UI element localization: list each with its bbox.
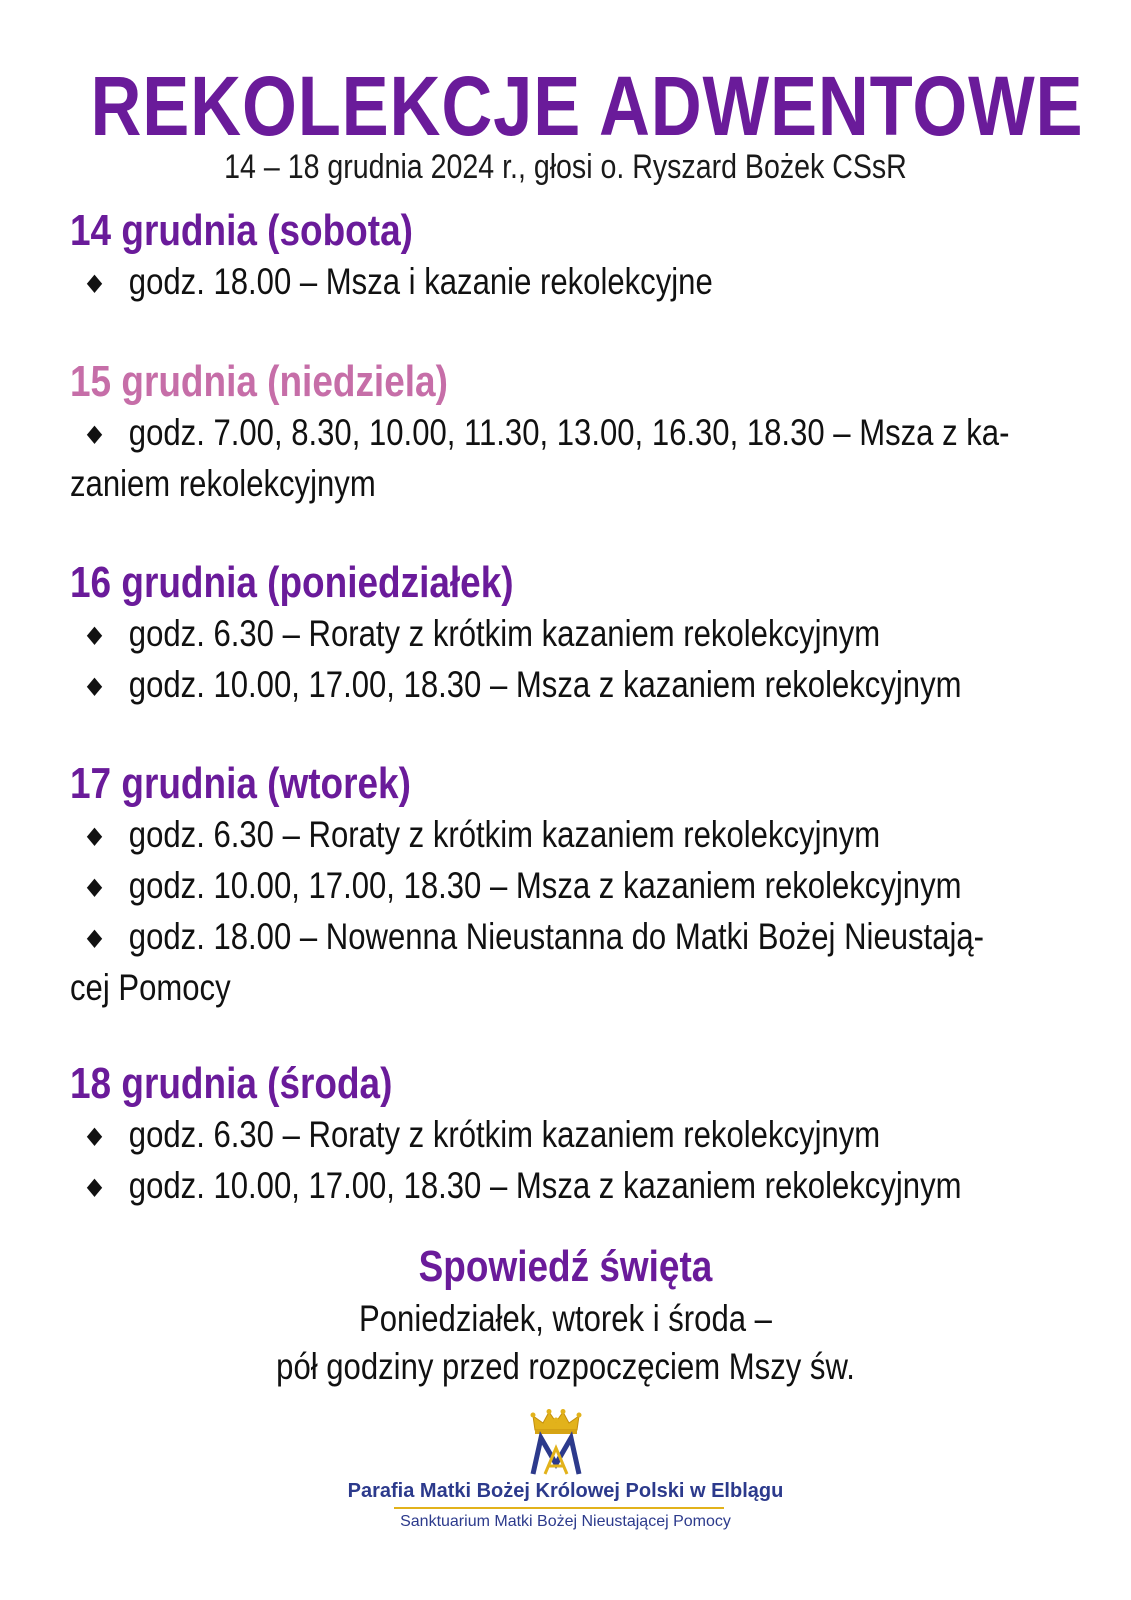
schedule-item: ◆ godz. 6.30 – Roraty z krótkim kazaniem rekolekcyjnym xyxy=(70,810,1056,861)
confession-days: Poniedziałek, wtorek i środa – xyxy=(359,1298,772,1339)
parish-name: Parafia Matki Bożej Królowej Polski w Elblągu xyxy=(347,1480,784,1502)
sanctuary-name: Sanktuarium Matki Bożej Nieustającej Pomocy xyxy=(400,1513,731,1530)
diamond-bullet-icon: ◆ xyxy=(86,621,103,648)
schedule-item: ◆ godz. 18.00 – Nowenna Nieustanna do Matki Bożej Nieustają- xyxy=(70,912,1056,963)
diamond-bullet-icon: ◆ xyxy=(86,269,103,296)
day-section-17 xyxy=(70,758,1060,1013)
day-heading: 17 grudnia (wtorek) xyxy=(70,759,411,808)
schedule-item: ◆ godz. 10.00, 17.00, 18.30 – Msza z kazaniem rekolekcyjnym xyxy=(70,1161,1056,1212)
schedule-item: ◆ godz. 18.00 – Msza i kazanie rekolekcyjne xyxy=(70,257,1056,308)
day-heading: 14 grudnia (sobota) xyxy=(70,206,413,255)
diamond-bullet-icon: ◆ xyxy=(86,924,103,951)
diamond-bullet-icon: ◆ xyxy=(86,1122,103,1149)
schedule-item: ◆ godz. 7.00, 8.30, 10.00, 11.30, 13.00, 16.30, 18.30 – Msza z ka- xyxy=(70,408,1056,459)
crowned-marian-monogram-icon xyxy=(525,1408,587,1478)
day-heading: 16 grudnia (poniedziałek) xyxy=(70,558,514,607)
parish-divider xyxy=(394,1507,724,1509)
day-section-16 xyxy=(70,557,1060,711)
schedule-item-continuation: zaniem rekolekcyjnym xyxy=(70,463,376,504)
diamond-bullet-icon: ◆ xyxy=(86,420,103,447)
diamond-bullet-icon: ◆ xyxy=(86,822,103,849)
day-section-14 xyxy=(70,205,1060,308)
day-heading: 15 grudnia (niedziela) xyxy=(70,357,448,406)
day-section-18 xyxy=(70,1058,1060,1212)
day-section-15 xyxy=(70,356,1060,509)
schedule-item: ◆ godz. 6.30 – Roraty z krótkim kazaniem rekolekcyjnym xyxy=(70,1110,1056,1161)
day-heading: 18 grudnia (środa) xyxy=(70,1059,393,1108)
schedule-item: ◆ godz. 6.30 – Roraty z krótkim kazaniem rekolekcyjnym xyxy=(70,609,1056,660)
diamond-bullet-icon: ◆ xyxy=(86,672,103,699)
diamond-bullet-icon: ◆ xyxy=(86,873,103,900)
schedule-item: ◆ godz. 10.00, 17.00, 18.30 – Msza z kazaniem rekolekcyjnym xyxy=(70,861,1056,912)
confession-heading: Spowiedź święta xyxy=(418,1242,713,1291)
schedule-item: ◆ godz. 10.00, 17.00, 18.30 – Msza z kazaniem rekolekcyjnym xyxy=(70,660,1056,711)
confession-time: pół godziny przed rozpoczęciem Mszy św. xyxy=(276,1346,855,1387)
page-subtitle: 14 – 18 grudnia 2024 r., głosi o. Ryszard Bożek CSsR xyxy=(224,148,907,186)
schedule-item-continuation: cej Pomocy xyxy=(70,967,231,1008)
page-title: REKOLEKCJE ADWENTOWE xyxy=(90,59,1084,153)
diamond-bullet-icon: ◆ xyxy=(86,1173,103,1200)
